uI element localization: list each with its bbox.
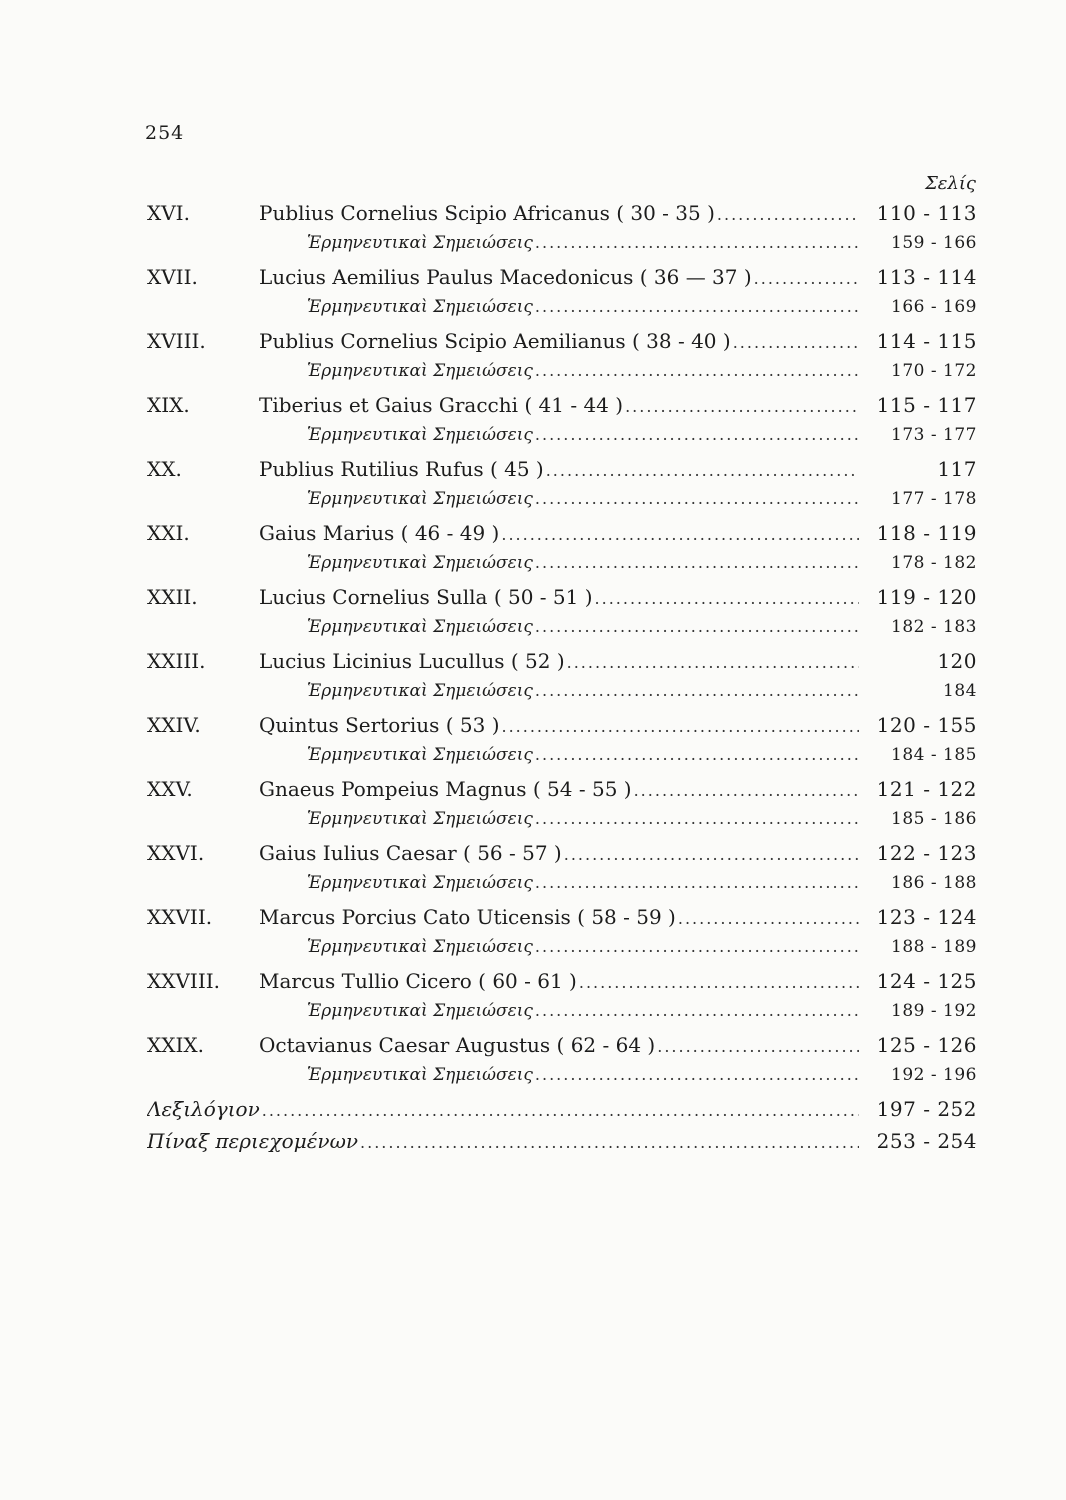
- notes-pages: 173 - 177: [891, 425, 977, 445]
- entry-pages: 120 - 155: [876, 713, 977, 737]
- entry-title-wrap: [259, 969, 865, 993]
- entry-title-wrap: [259, 905, 865, 929]
- notes-title-wrap: [307, 1001, 865, 1021]
- entry-title-wrap: [259, 329, 865, 353]
- entry-pages: 118 - 119: [876, 521, 977, 545]
- notes-label: Ἑρμηνευτικαὶ Σημειώσεις: [307, 553, 533, 573]
- toc-notes-entry[interactable]: [147, 745, 977, 777]
- entry-title-wrap: [259, 777, 865, 801]
- entry-pages: 115 - 117: [876, 393, 977, 417]
- notes-pages: 189 - 192: [891, 1001, 977, 1021]
- entry-pages: 122 - 123: [876, 841, 977, 865]
- notes-title-wrap: [307, 489, 865, 509]
- notes-label: Ἑρμηνευτικαὶ Σημειώσεις: [307, 873, 533, 893]
- notes-title-wrap: [307, 425, 865, 445]
- dot-leader: [535, 681, 859, 700]
- toc-notes-entry[interactable]: [147, 681, 977, 713]
- dot-leader: [535, 745, 859, 764]
- entry-pages: 110 - 113: [876, 201, 977, 225]
- notes-label: Ἑρμηνευτικαὶ Σημειώσεις: [307, 809, 533, 829]
- entry-title-wrap: [259, 585, 865, 609]
- notes-label: Ἑρμηνευτικαὶ Σημειώσεις: [307, 361, 533, 381]
- entry-numeral: XVIII.: [147, 329, 206, 353]
- entry-title-wrap: [259, 201, 865, 225]
- dot-leader: [535, 937, 859, 956]
- notes-pages: 188 - 189: [891, 937, 977, 957]
- toc-notes-entry[interactable]: [147, 361, 977, 393]
- entry-title-wrap: [259, 457, 865, 481]
- dot-leader: [564, 845, 859, 864]
- notes-title-wrap: [307, 745, 865, 765]
- toc-entry[interactable]: [147, 969, 977, 1001]
- entry-title-wrap: [259, 713, 865, 737]
- entry-title: Lucius Cornelius Sulla ( 50 - 51 ): [259, 585, 593, 609]
- dot-leader: [535, 553, 859, 572]
- toc-notes-entry[interactable]: [147, 873, 977, 905]
- entry-title: Λεξιλόγιον: [147, 1097, 260, 1121]
- dot-leader: [733, 333, 859, 352]
- toc-entry[interactable]: [147, 1033, 977, 1065]
- notes-title-wrap: [307, 297, 865, 317]
- entry-pages: 119 - 120: [876, 585, 977, 609]
- table-of-contents: [147, 201, 977, 1161]
- entry-numeral: XXIX.: [147, 1033, 204, 1057]
- notes-title-wrap: [307, 553, 865, 573]
- entry-pages: 113 - 114: [876, 265, 977, 289]
- notes-pages: 184: [943, 681, 977, 701]
- entry-title: Gnaeus Pompeius Magnus ( 54 - 55 ): [259, 777, 632, 801]
- entry-numeral: XXVIII.: [147, 969, 220, 993]
- dot-leader: [634, 781, 859, 800]
- notes-pages: 185 - 186: [891, 809, 977, 829]
- entry-title: Publius Cornelius Scipio Aemilianus ( 38 - 40 ): [259, 329, 731, 353]
- entry-pages: 253 - 254: [876, 1129, 977, 1153]
- toc-notes-entry[interactable]: [147, 937, 977, 969]
- toc-entry[interactable]: [147, 521, 977, 553]
- notes-pages: 184 - 185: [891, 745, 977, 765]
- dot-leader: [535, 809, 859, 828]
- entry-title: Publius Cornelius Scipio Africanus ( 30 - 35 ): [259, 201, 715, 225]
- dot-leader: [535, 489, 859, 508]
- entry-numeral: XVI.: [147, 201, 190, 225]
- notes-pages: 192 - 196: [891, 1065, 977, 1085]
- toc-notes-entry[interactable]: [147, 425, 977, 457]
- toc-notes-entry[interactable]: [147, 1001, 977, 1033]
- entry-title: Gaius Iulius Caesar ( 56 - 57 ): [259, 841, 562, 865]
- entry-pages: 117: [937, 457, 977, 481]
- notes-label: Ἑρμηνευτικαὶ Σημειώσεις: [307, 489, 533, 509]
- entry-title: Lucius Licinius Lucullus ( 52 ): [259, 649, 565, 673]
- notes-label: Ἑρμηνευτικαὶ Σημειώσεις: [307, 297, 533, 317]
- toc-entry[interactable]: [147, 649, 977, 681]
- notes-pages: 182 - 183: [891, 617, 977, 637]
- notes-pages: 166 - 169: [891, 297, 977, 317]
- entry-pages: 197 - 252: [876, 1097, 977, 1121]
- entry-title: Publius Rutilius Rufus ( 45 ): [259, 457, 544, 481]
- entry-title-wrap: [259, 521, 865, 545]
- entry-numeral: XIX.: [147, 393, 190, 417]
- notes-label: Ἑρμηνευτικαὶ Σημειώσεις: [307, 233, 533, 253]
- notes-label: Ἑρμηνευτικαὶ Σημειώσεις: [307, 681, 533, 701]
- notes-title-wrap: [307, 233, 865, 253]
- notes-pages: 186 - 188: [891, 873, 977, 893]
- notes-title-wrap: [307, 361, 865, 381]
- notes-title-wrap: [307, 681, 865, 701]
- toc-notes-entry[interactable]: [147, 553, 977, 585]
- page-column-header: Σελίς: [925, 173, 976, 194]
- dot-leader: [678, 909, 859, 928]
- toc-entry[interactable]: [147, 841, 977, 873]
- entry-title-wrap: [259, 393, 865, 417]
- dot-leader: [754, 269, 859, 288]
- entry-numeral: XXV.: [147, 777, 193, 801]
- entry-pages: 114 - 115: [876, 329, 977, 353]
- lexicon-entry[interactable]: [147, 1097, 977, 1129]
- entry-title: Marcus Porcius Cato Uticensis ( 58 - 59 ): [259, 905, 676, 929]
- notes-pages: 170 - 172: [891, 361, 977, 381]
- entry-numeral: XX.: [147, 457, 182, 481]
- page-number: 254: [145, 122, 185, 144]
- notes-pages: 177 - 178: [891, 489, 977, 509]
- dot-leader: [360, 1133, 859, 1152]
- notes-pages: 159 - 166: [891, 233, 977, 253]
- dot-leader: [535, 425, 859, 444]
- entry-pages: 123 - 124: [876, 905, 977, 929]
- toc-entry[interactable]: [147, 201, 977, 233]
- toc-entry[interactable]: [147, 265, 977, 297]
- entry-numeral: XXIII.: [147, 649, 206, 673]
- toc-entry[interactable]: [147, 329, 977, 361]
- notes-label: Ἑρμηνευτικαὶ Σημειώσεις: [307, 1001, 533, 1021]
- notes-label: Ἑρμηνευτικαὶ Σημειώσεις: [307, 745, 533, 765]
- toc-entry[interactable]: [147, 393, 977, 425]
- dot-leader: [535, 297, 859, 316]
- toc-entry[interactable]: [147, 585, 977, 617]
- notes-title-wrap: [307, 873, 865, 893]
- entry-title: Lucius Aemilius Paulus Macedonicus ( 36 — 37 ): [259, 265, 752, 289]
- dot-leader: [501, 525, 859, 544]
- entry-numeral: XVII.: [147, 265, 198, 289]
- contents-entry[interactable]: [147, 1129, 977, 1161]
- entry-pages: 121 - 122: [876, 777, 977, 801]
- entry-pages: 120: [937, 649, 977, 673]
- entry-pages: 125 - 126: [876, 1033, 977, 1057]
- entry-title: Tiberius et Gaius Gracchi ( 41 - 44 ): [259, 393, 624, 417]
- entry-title: Octavianus Caesar Augustus ( 62 - 64 ): [259, 1033, 656, 1057]
- entry-title-wrap: [259, 265, 865, 289]
- notes-pages: 178 - 182: [891, 553, 977, 573]
- entry-title-wrap: [259, 841, 865, 865]
- notes-label: Ἑρμηνευτικαὶ Σημειώσεις: [307, 425, 533, 445]
- dot-leader: [595, 589, 859, 608]
- notes-label: Ἑρμηνευτικαὶ Σημειώσεις: [307, 1065, 533, 1085]
- toc-notes-entry[interactable]: [147, 617, 977, 649]
- dot-leader: [579, 973, 859, 992]
- dot-leader: [502, 717, 860, 736]
- entry-title-wrap: [259, 649, 865, 673]
- toc-notes-entry[interactable]: [147, 1065, 977, 1097]
- dot-leader: [546, 461, 859, 480]
- notes-label: Ἑρμηνευτικαὶ Σημειώσεις: [307, 937, 533, 957]
- entry-numeral: XXVI.: [147, 841, 205, 865]
- dot-leader: [535, 873, 859, 892]
- entry-numeral: XXII.: [147, 585, 198, 609]
- dot-leader: [535, 361, 859, 380]
- dot-leader: [535, 1065, 859, 1084]
- dot-leader: [567, 653, 859, 672]
- toc-entry[interactable]: [147, 457, 977, 489]
- dot-leader: [535, 617, 859, 636]
- dot-leader: [717, 205, 859, 224]
- entry-title-wrap: [259, 1033, 865, 1057]
- notes-label: Ἑρμηνευτικαὶ Σημειώσεις: [307, 617, 533, 637]
- entry-numeral: XXVII.: [147, 905, 213, 929]
- toc-notes-entry[interactable]: [147, 297, 977, 329]
- toc-notes-entry[interactable]: [147, 489, 977, 521]
- entry-pages: 124 - 125: [876, 969, 977, 993]
- entry-numeral: XXI.: [147, 521, 190, 545]
- toc-notes-entry[interactable]: [147, 809, 977, 841]
- notes-title-wrap: [307, 809, 865, 829]
- entry-title: Marcus Tullio Cicero ( 60 - 61 ): [259, 969, 577, 993]
- toc-entry[interactable]: [147, 713, 977, 745]
- dot-leader: [535, 1001, 859, 1020]
- entry-title: Quintus Sertorius ( 53 ): [259, 713, 500, 737]
- entry-title: Gaius Marius ( 46 - 49 ): [259, 521, 500, 545]
- dot-leader: [535, 233, 859, 252]
- toc-entry[interactable]: [147, 777, 977, 809]
- toc-notes-entry[interactable]: [147, 233, 977, 265]
- entry-numeral: XXIV.: [147, 713, 201, 737]
- notes-title-wrap: [307, 937, 865, 957]
- notes-title-wrap: [307, 617, 865, 637]
- notes-title-wrap: [307, 1065, 865, 1085]
- dot-leader: [262, 1101, 859, 1120]
- toc-entry[interactable]: [147, 905, 977, 937]
- dot-leader: [625, 397, 859, 416]
- dot-leader: [657, 1037, 859, 1056]
- entry-title: Πίναξ περιεχομένων: [147, 1129, 359, 1153]
